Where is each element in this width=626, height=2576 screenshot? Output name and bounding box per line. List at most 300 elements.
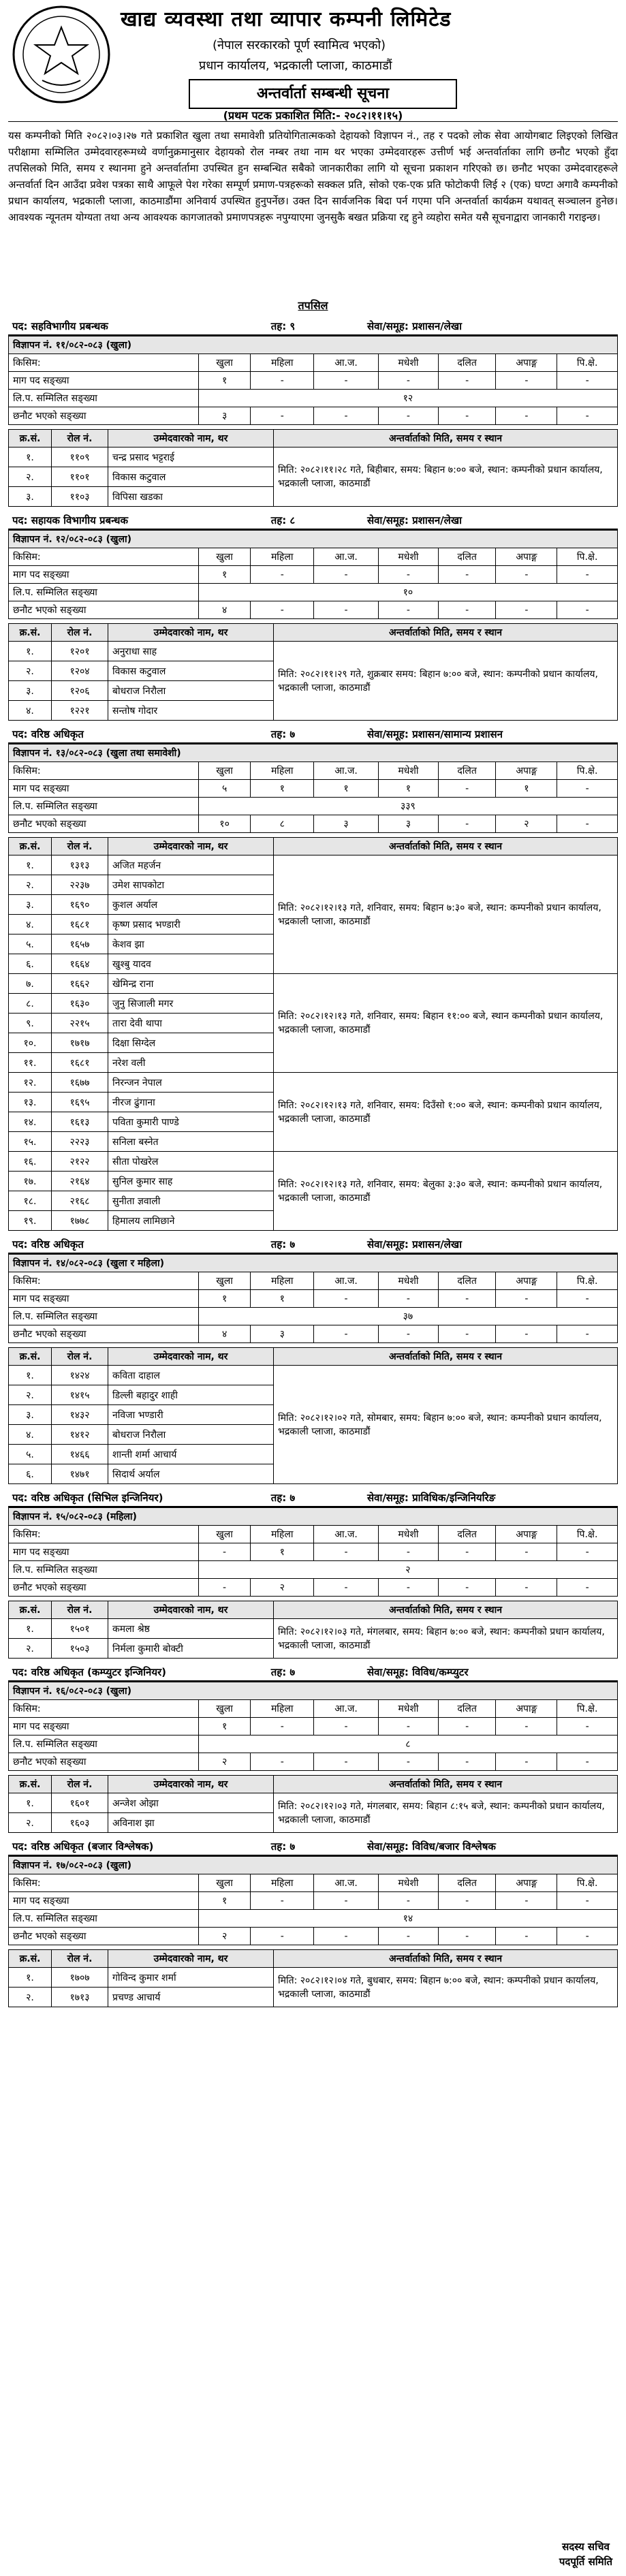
- candidate-header-row: [9, 1776, 618, 1793]
- candidate-serial: ३.: [9, 681, 52, 701]
- quota-column-header: पि.क्षे.: [557, 1700, 618, 1718]
- candidate-name: नरेश वली: [108, 1053, 274, 1073]
- quota-header-row: [9, 762, 618, 780]
- schedule-header: अन्तर्वार्ताको मिति, समय र स्थान: [274, 624, 618, 642]
- candidate-row: [9, 642, 618, 661]
- schedule-header: अन्तर्वार्ताको मिति, समय र स्थान: [274, 1950, 618, 1968]
- demand-cell: -: [557, 1290, 618, 1308]
- demand-cell: -: [379, 1543, 439, 1561]
- demand-cell: १: [251, 780, 314, 798]
- written-row: [9, 1910, 618, 1928]
- selected-cell: -: [314, 407, 379, 425]
- schedule-header: अन्तर्वार्ताको मिति, समय र स्थान: [274, 838, 618, 855]
- org-subtitle: (नेपाल सरकारको पूर्ण स्वामित्व भएको): [213, 38, 386, 52]
- candidate-row: [9, 1968, 618, 1988]
- quota-type-label: किसिम:: [9, 1700, 199, 1718]
- demand-cell: -: [496, 1290, 557, 1308]
- post-title: पद: सहायक विभागीय प्रबन्धक: [12, 514, 129, 527]
- candidate-serial: २.: [9, 875, 52, 895]
- selected-cell: -: [438, 815, 496, 833]
- post-level: तह: ८: [270, 514, 296, 527]
- candidate-name: बोधराज निरौला: [108, 681, 274, 701]
- candidate-serial: १०.: [9, 1033, 52, 1053]
- candidate-row: [9, 1073, 618, 1093]
- demand-cell: -: [496, 1892, 557, 1910]
- candidate-name: उमेश सापकोटा: [108, 875, 274, 895]
- vacancy-number: विज्ञापन नं. १३/०८२-०८३ (खुला तथा समावेशी): [9, 744, 618, 762]
- interview-schedule: मिति: २०८२।१२।०२ गते, सोमबार, समय: बिहान ७:०० बजे, स्थान: कम्पनीको प्रधान कार्यालय, भद्रकाली प्लाजा, काठमाडौं: [274, 1366, 618, 1484]
- quota-header-row: [9, 1700, 618, 1718]
- selected-cell: ३: [251, 1325, 314, 1343]
- quota-column-header: अपाङ्ग: [496, 548, 557, 566]
- interview-schedule: मिति: २०८२।१२।०३ गते, मंगलबार, समय: बिहान ८:१५ बजे, स्थान: कम्पनीको प्रधान कार्यालय, भद्रकाली प्लाजा, काठमाडौं: [274, 1793, 618, 1833]
- post-title: पद: वरिष्ठ अधिकृत (बजार विश्लेषक): [12, 1840, 154, 1853]
- demand-cell: -: [438, 372, 496, 390]
- candidate-name: खेमिन्द्र राना: [108, 974, 274, 994]
- demand-cell: -: [198, 1543, 251, 1561]
- post-header: [8, 725, 618, 744]
- written-label: लि.प. सम्मिलित सङ्ख्या: [9, 798, 199, 815]
- candidate-serial: २.: [9, 1385, 52, 1405]
- demand-cell: -: [496, 1718, 557, 1735]
- candidate-table: [8, 837, 618, 1231]
- post-header: [8, 511, 618, 530]
- publication-date: (प्रथम पटक प्रकाशित मिति:- २०८२।११।१५): [223, 109, 403, 122]
- quota-column-header: दलित: [438, 354, 496, 372]
- vacancy-table: [8, 1682, 618, 1771]
- selected-cell: १०: [198, 815, 251, 833]
- quota-type-label: किसिम:: [9, 354, 199, 372]
- demand-label: माग पद सङ्ख्या: [9, 372, 199, 390]
- candidate-roll: १६९०: [52, 895, 108, 915]
- schedule-header: अन्तर्वार्ताको मिति, समय र स्थान: [274, 1601, 618, 1619]
- quota-column-header: आ.ज.: [314, 1526, 379, 1543]
- demand-cell: -: [314, 566, 379, 584]
- candidate-serial: १२.: [9, 1073, 52, 1093]
- quota-header-row: [9, 1272, 618, 1290]
- demand-cell: -: [251, 566, 314, 584]
- quota-column-header: आ.ज.: [314, 1272, 379, 1290]
- candidate-roll: १६३०: [52, 994, 108, 1014]
- demand-cell: १: [198, 1290, 251, 1308]
- selected-cell: -: [557, 1928, 618, 1945]
- demand-cell: १: [496, 780, 557, 798]
- quota-column-header: दलित: [438, 1700, 496, 1718]
- candidate-row: [9, 447, 618, 467]
- quota-column-header: पि.क्षे.: [557, 762, 618, 780]
- selected-cell: २: [251, 1579, 314, 1597]
- quota-column-header: आ.ज.: [314, 762, 379, 780]
- selected-row: [9, 1928, 618, 1945]
- written-count: ३३९: [198, 798, 617, 815]
- candidate-name: सुनिल कुमार साह: [108, 1172, 274, 1191]
- interview-schedule: मिति: २०८२।११।२९ गते, शुक्रबार समय: बिहान ७:०० बजे, स्थान: कम्पनीको प्रधान कार्यालय, भद्रकाली प्लाजा, काठमाडौं: [274, 642, 618, 721]
- quota-column-header: आ.ज.: [314, 1874, 379, 1892]
- candidate-serial: ७.: [9, 974, 52, 994]
- candidate-roll: १२०६: [52, 681, 108, 701]
- demand-cell: १: [198, 566, 251, 584]
- quota-column-header: मधेशी: [379, 1874, 439, 1892]
- candidate-roll: १४७१: [52, 1464, 108, 1484]
- selected-cell: -: [314, 1579, 379, 1597]
- serial-header: क्र.सं.: [9, 838, 52, 855]
- written-row: [9, 1735, 618, 1753]
- candidate-roll: १५०१: [52, 1619, 108, 1639]
- post-service-group: सेवा/समूह: प्रशासन/सामान्य प्रशासन: [366, 728, 503, 740]
- written-row: [9, 798, 618, 815]
- vacancy-table: [8, 1254, 618, 1343]
- selected-cell: ८: [251, 815, 314, 833]
- candidate-roll: १४३२: [52, 1405, 108, 1425]
- selected-cell: -: [314, 601, 379, 619]
- name-header: उम्मेदवारको नाम, थर: [108, 838, 274, 855]
- selected-cell: २: [198, 1753, 251, 1771]
- candidate-serial: २.: [9, 1639, 52, 1659]
- candidate-serial: १६.: [9, 1152, 52, 1172]
- demand-label: माग पद सङ्ख्या: [9, 780, 199, 798]
- selected-cell: -: [438, 407, 496, 425]
- candidate-serial: ११.: [9, 1053, 52, 1073]
- selected-cell: ३: [198, 407, 251, 425]
- written-count: १२: [198, 390, 617, 407]
- demand-cell: -: [314, 1543, 379, 1561]
- candidate-serial: ५.: [9, 934, 52, 954]
- candidate-roll: १२०१: [52, 642, 108, 661]
- name-header: उम्मेदवारको नाम, थर: [108, 1601, 274, 1619]
- interview-schedule: मिति: २०८२।१२।०३ गते, मंगलबार, समय: बिहान ७:०० बजे, स्थान: कम्पनीको प्रधान कार्यालय, भद्रकाली प्लाजा, काठमाडौं: [274, 1619, 618, 1659]
- quota-header-row: [9, 1526, 618, 1543]
- candidate-name: निर्मला कुमारी बोक्टी: [108, 1639, 274, 1659]
- demand-cell: -: [438, 1543, 496, 1561]
- schedule-header: अन्तर्वार्ताको मिति, समय र स्थान: [274, 430, 618, 447]
- demand-cell: -: [251, 1892, 314, 1910]
- vacancy-row: [9, 1508, 618, 1526]
- candidate-name: पविता कुमारी पाण्डे: [108, 1112, 274, 1132]
- candidate-serial: ३.: [9, 895, 52, 915]
- candidate-name: नीरज ढुंगाना: [108, 1093, 274, 1112]
- candidate-name: अन्जेश ओझा: [108, 1793, 274, 1813]
- selected-row: [9, 815, 618, 833]
- quota-column-header: खुला: [198, 1272, 251, 1290]
- written-count: ८: [198, 1735, 617, 1753]
- selected-cell: -: [251, 601, 314, 619]
- quota-column-header: अपाङ्ग: [496, 1526, 557, 1543]
- demand-cell: -: [379, 1718, 439, 1735]
- quota-column-header: खुला: [198, 1874, 251, 1892]
- candidate-row: [9, 855, 618, 875]
- candidate-roll: १५०३: [52, 1639, 108, 1659]
- written-count: १४: [198, 1910, 617, 1928]
- candidate-header-row: [9, 838, 618, 855]
- post-title: पद: वरिष्ठ अधिकृत (कम्प्युटर इन्जिनियर): [12, 1666, 167, 1678]
- demand-cell: -: [314, 1718, 379, 1735]
- written-count: १०: [198, 584, 617, 601]
- post-service-group: सेवा/समूह: विविध/कम्प्युटर: [366, 1666, 469, 1678]
- demand-row: [9, 566, 618, 584]
- serial-header: क्र.सं.: [9, 430, 52, 447]
- candidate-name: दिक्षा सिग्देल: [108, 1033, 274, 1053]
- candidate-serial: ३.: [9, 487, 52, 507]
- candidate-name: कविता दाहाल: [108, 1366, 274, 1385]
- candidate-table: [8, 429, 618, 507]
- roll-header: रोल नं.: [52, 1950, 108, 1968]
- demand-row: [9, 780, 618, 798]
- candidate-serial: १९.: [9, 1211, 52, 1231]
- selected-cell: ३: [314, 815, 379, 833]
- vacancy-number: विज्ञापन नं. ११/०८२-०८३ (खुला): [9, 336, 618, 354]
- written-label: लि.प. सम्मिलित सङ्ख्या: [9, 390, 199, 407]
- roll-header: रोल नं.: [52, 1348, 108, 1366]
- quota-column-header: खुला: [198, 548, 251, 566]
- quota-type-label: किसिम:: [9, 548, 199, 566]
- written-label: लि.प. सम्मिलित सङ्ख्या: [9, 1910, 199, 1928]
- candidate-roll: १६१३: [52, 1112, 108, 1132]
- candidate-table: [8, 623, 618, 721]
- post-level: तह: ७: [270, 728, 296, 740]
- candidate-serial: १.: [9, 1619, 52, 1639]
- demand-row: [9, 1892, 618, 1910]
- interview-schedule: मिति: २०८२।१२।१३ गते, शनिवार, समय: बिहान ७:३० बजे, स्थान: कम्पनीको प्रधान कार्यालय, भद्रकाली प्लाजा, काठमाडौं: [274, 855, 618, 974]
- candidate-roll: १४१५: [52, 1385, 108, 1405]
- candidate-name: गोविन्द कुमार शर्मा: [108, 1968, 274, 1988]
- quota-column-header: अपाङ्ग: [496, 1272, 557, 1290]
- candidate-table: [8, 1601, 618, 1659]
- post-service-group: सेवा/समूह: प्रशासन/लेखा: [366, 514, 462, 527]
- quota-column-header: मधेशी: [379, 548, 439, 566]
- post-level: तह: ७: [270, 1840, 296, 1853]
- post-service-group: सेवा/समूह: प्रशासन/लेखा: [366, 320, 462, 332]
- notice-title: अन्तर्वार्ता सम्बन्धी सूचना: [189, 79, 457, 109]
- candidate-name: प्रचण्ड आचार्य: [108, 1988, 274, 2007]
- selected-cell: -: [496, 1325, 557, 1343]
- name-header: उम्मेदवारको नाम, थर: [108, 1348, 274, 1366]
- schedule-header: अन्तर्वार्ताको मिति, समय र स्थान: [274, 1348, 618, 1366]
- vacancy-table: [8, 336, 618, 425]
- vacancy-table: [8, 1507, 618, 1597]
- org-office-address: प्रधान कार्यालय, भद्रकाली प्लाजा, काठमाडौं: [199, 59, 392, 73]
- selected-cell: -: [496, 1753, 557, 1771]
- selected-row: [9, 407, 618, 425]
- candidate-roll: ११०३: [52, 487, 108, 507]
- selected-row: [9, 1753, 618, 1771]
- quota-column-header: पि.क्षे.: [557, 354, 618, 372]
- quota-column-header: आ.ज.: [314, 354, 379, 372]
- quota-header-row: [9, 354, 618, 372]
- vacancy-table: [8, 744, 618, 833]
- demand-cell: -: [557, 780, 618, 798]
- post-section: [8, 1663, 618, 1833]
- quota-type-label: किसिम:: [9, 762, 199, 780]
- quota-column-header: महिला: [251, 354, 314, 372]
- demand-cell: -: [438, 1892, 496, 1910]
- vacancy-row: [9, 1857, 618, 1874]
- vacancy-row: [9, 1682, 618, 1700]
- candidate-serial: १४.: [9, 1112, 52, 1132]
- selected-cell: -: [496, 1928, 557, 1945]
- intro-paragraph: यस कम्पनीको मिति २०८२।०३।२७ गते प्रकाशित खुला तथा समावेशी प्रतियोगितात्मकको देहायको विज्ञापन नं., तह र पदको लोक सेवा आयोगबाट लिइएको लिखित परीक्षामा सम्मिलित उम्मेदवारहरूमध्ये वर्णानुक्रमानुसार देहायको रोल नम्बर तथा नाम थर भएका उम्मेदवारहरू उत्तीर्ण भई अन्तर्वार्ताका लागि छनौट भएको हुँदा तपसिलको मिति, समय र स्थानमा हुने अन्तर्वार्तामा उपस्थित हुन सम्बन्धित सबैको जानकारीका लागि यो सूचना प्रकाशन गरिएको छ। छनौट भएका उम्मेदवारहरूले अन्तर्वार्ता दिन आउँदा प्रवेश पत्रका साथै आफूले पेश गरेका सम्पूर्ण प्रमाण-पत्रहरूको सक्कल प्रति, सोको एक-एक प्रति फोटोकपी लिई २ (एक) घण्टा अगावै कम्पनीको प्रधान कार्यालय, भद्रकाली प्लाजा, काठमाडौंमा अनिवार्य उपस्थित हुनुपर्नेछ। उक्त दिन सार्वजनिक बिदा पर्न गएमा पनि अन्तर्वार्ता कार्यक्रम यथावत् सञ्चालन हुनेछ। आवश्यक न्यूनतम योग्यता तथा अन्य आवश्यक कागजातको प्रमाणपत्रहरू नपुग्याएमा जुनसुकै बखत प्रक्रिया रद्द हुने व्यहोरा समेत यसै सूचनाद्वारा जानकारी गराइन्छ।: [8, 129, 618, 223]
- candidate-name: जुनु सिजाली मगर: [108, 994, 274, 1014]
- candidate-name: अविनाश झा: [108, 1813, 274, 1833]
- committee-name: पदपूर्ति समिति: [559, 2556, 612, 2568]
- candidate-name: सुनीता ज्ञवाली: [108, 1191, 274, 1211]
- candidate-roll: १७०७: [52, 1968, 108, 1988]
- vacancy-row: [9, 744, 618, 762]
- company-logo-seal: [11, 4, 112, 105]
- candidate-row: [9, 1366, 618, 1385]
- vacancy-number: विज्ञापन नं. १७/०८२-०८३ (खुला): [9, 1857, 618, 1874]
- candidate-name: खुश्बु यादव: [108, 954, 274, 974]
- name-header: उम्मेदवारको नाम, थर: [108, 624, 274, 642]
- candidate-roll: १६०१: [52, 1793, 108, 1813]
- selected-cell: -: [438, 1753, 496, 1771]
- quota-column-header: पि.क्षे.: [557, 1526, 618, 1543]
- demand-cell: -: [379, 566, 439, 584]
- selected-cell: -: [314, 1928, 379, 1945]
- demand-cell: -: [496, 566, 557, 584]
- quota-column-header: दलित: [438, 1874, 496, 1892]
- candidate-name: निरन्जन नेपाल: [108, 1073, 274, 1093]
- candidate-serial: १.: [9, 1366, 52, 1385]
- post-title: पद: वरिष्ठ अधिकृत: [12, 728, 84, 740]
- candidate-serial: १.: [9, 1793, 52, 1813]
- candidate-row: [9, 974, 618, 994]
- quota-column-header: खुला: [198, 354, 251, 372]
- post-section: [8, 1235, 618, 1484]
- demand-cell: -: [557, 372, 618, 390]
- candidate-roll: १७७८: [52, 1211, 108, 1231]
- selected-cell: -: [251, 1928, 314, 1945]
- candidate-name: अनुराधा साह: [108, 642, 274, 661]
- candidate-serial: ६.: [9, 1464, 52, 1484]
- selected-cell: ४: [198, 1325, 251, 1343]
- demand-cell: १: [251, 1290, 314, 1308]
- candidate-name: सन्तोष गोदार: [108, 701, 274, 721]
- candidate-name: डिल्ली बहादुर शाही: [108, 1385, 274, 1405]
- candidate-serial: ५.: [9, 1445, 52, 1464]
- candidate-serial: ४.: [9, 915, 52, 934]
- candidate-serial: १७.: [9, 1172, 52, 1191]
- selected-cell: -: [557, 1325, 618, 1343]
- quota-column-header: महिला: [251, 1700, 314, 1718]
- selected-cell: -: [379, 601, 439, 619]
- post-header: [8, 1488, 618, 1507]
- selected-label: छनौट भएको सङ्ख्या: [9, 601, 199, 619]
- written-label: लि.प. सम्मिलित सङ्ख्या: [9, 584, 199, 601]
- selected-cell: २: [198, 1928, 251, 1945]
- quota-column-header: आ.ज.: [314, 548, 379, 566]
- candidate-header-row: [9, 1601, 618, 1619]
- written-count: २: [198, 1561, 617, 1579]
- candidate-roll: २२३७: [52, 875, 108, 895]
- demand-cell: -: [379, 372, 439, 390]
- interview-schedule: मिति: २०८२।१२।१३ गते, शनिवार, समय: बेलुका ३:३० बजे, स्थान: कम्पनीको प्रधान कार्यालय, भद्रकाली प्लाजा, काठमाडौं: [274, 1152, 618, 1231]
- selected-cell: २: [496, 815, 557, 833]
- candidate-serial: २.: [9, 1813, 52, 1833]
- candidate-row: [9, 1619, 618, 1639]
- selected-cell: -: [314, 1753, 379, 1771]
- candidate-roll: ११०९: [52, 447, 108, 467]
- vacancy-row: [9, 336, 618, 354]
- selected-row: [9, 601, 618, 619]
- candidate-serial: २.: [9, 467, 52, 487]
- candidate-roll: १६६२: [52, 974, 108, 994]
- vacancy-number: विज्ञापन नं. १४/०८२-०८३ (खुला र महिला): [9, 1255, 618, 1272]
- demand-row: [9, 372, 618, 390]
- quota-column-header: पि.क्षे.: [557, 548, 618, 566]
- selected-cell: -: [198, 1579, 251, 1597]
- candidate-name: विकास कटुवाल: [108, 467, 274, 487]
- roll-header: रोल नं.: [52, 838, 108, 855]
- candidate-header-row: [9, 1950, 618, 1968]
- post-level: तह: ७: [270, 1666, 296, 1678]
- demand-cell: -: [496, 372, 557, 390]
- selected-cell: -: [379, 1325, 439, 1343]
- post-section: [8, 511, 618, 721]
- selected-cell: -: [379, 1928, 439, 1945]
- schedule-header: अन्तर्वार्ताको मिति, समय र स्थान: [274, 1776, 618, 1793]
- selected-label: छनौट भएको सङ्ख्या: [9, 1325, 199, 1343]
- candidate-roll: २१२२: [52, 1152, 108, 1172]
- post-service-group: सेवा/समूह: प्रशासन/लेखा: [366, 1238, 462, 1251]
- selected-cell: -: [557, 1579, 618, 1597]
- quota-column-header: महिला: [251, 548, 314, 566]
- demand-cell: -: [438, 1718, 496, 1735]
- candidate-serial: १८.: [9, 1191, 52, 1211]
- candidate-serial: ३.: [9, 1405, 52, 1425]
- demand-row: [9, 1718, 618, 1735]
- interview-schedule: मिति: २०८२।१२।१३ गते, शनिवार, समय: बिहान ११:०० बजे, स्थान कम्पनीको प्रधान कार्यालय, भद्रकाली प्लाजा, काठमाडौं: [274, 974, 618, 1073]
- selected-label: छनौट भएको सङ्ख्या: [9, 1928, 199, 1945]
- quota-header-row: [9, 1874, 618, 1892]
- candidate-serial: १.: [9, 855, 52, 875]
- candidate-serial: २.: [9, 1988, 52, 2007]
- candidate-name: नविजा भण्डारी: [108, 1405, 274, 1425]
- candidate-name: कुशल अर्याल: [108, 895, 274, 915]
- candidate-name: अजित महर्जन: [108, 855, 274, 875]
- demand-cell: -: [379, 1892, 439, 1910]
- candidate-roll: २२२३: [52, 1132, 108, 1152]
- selected-cell: -: [438, 1579, 496, 1597]
- serial-header: क्र.सं.: [9, 1776, 52, 1793]
- vacancy-row: [9, 1255, 618, 1272]
- selected-row: [9, 1579, 618, 1597]
- candidate-roll: १६८१: [52, 915, 108, 934]
- quota-column-header: अपाङ्ग: [496, 1874, 557, 1892]
- vacancy-number: विज्ञापन नं. १६/०८२-०८३ (खुला): [9, 1682, 618, 1700]
- written-row: [9, 390, 618, 407]
- candidate-name: तारा देवी थापा: [108, 1014, 274, 1033]
- interview-schedule: मिति: २०८२।१२।१३ गते, शनिवार, समय: दिउँसो १:०० बजे, स्थान: कम्पनीको प्रधान कार्यालय, भद्रकाली प्लाजा, काठमाडौं: [274, 1073, 618, 1152]
- quota-column-header: मधेशी: [379, 1526, 439, 1543]
- candidate-table: [8, 1949, 618, 2007]
- post-title: पद: वरिष्ठ अधिकृत: [12, 1238, 84, 1251]
- candidate-table: [8, 1347, 618, 1484]
- demand-cell: -: [251, 372, 314, 390]
- selected-cell: -: [379, 1579, 439, 1597]
- candidate-serial: ९.: [9, 1014, 52, 1033]
- candidate-name: सीता पोखरेल: [108, 1152, 274, 1172]
- post-level: तह: ७: [270, 1492, 296, 1504]
- quota-column-header: अपाङ्ग: [496, 354, 557, 372]
- schedule-label: तपसिल: [298, 299, 328, 312]
- selected-label: छनौट भएको सङ्ख्या: [9, 815, 199, 833]
- demand-cell: -: [251, 1718, 314, 1735]
- selected-label: छनौट भएको सङ्ख्या: [9, 407, 199, 425]
- demand-cell: ५: [198, 780, 251, 798]
- roll-header: रोल नं.: [52, 430, 108, 447]
- candidate-name: कमला श्रेष्ठ: [108, 1619, 274, 1639]
- quota-column-header: आ.ज.: [314, 1700, 379, 1718]
